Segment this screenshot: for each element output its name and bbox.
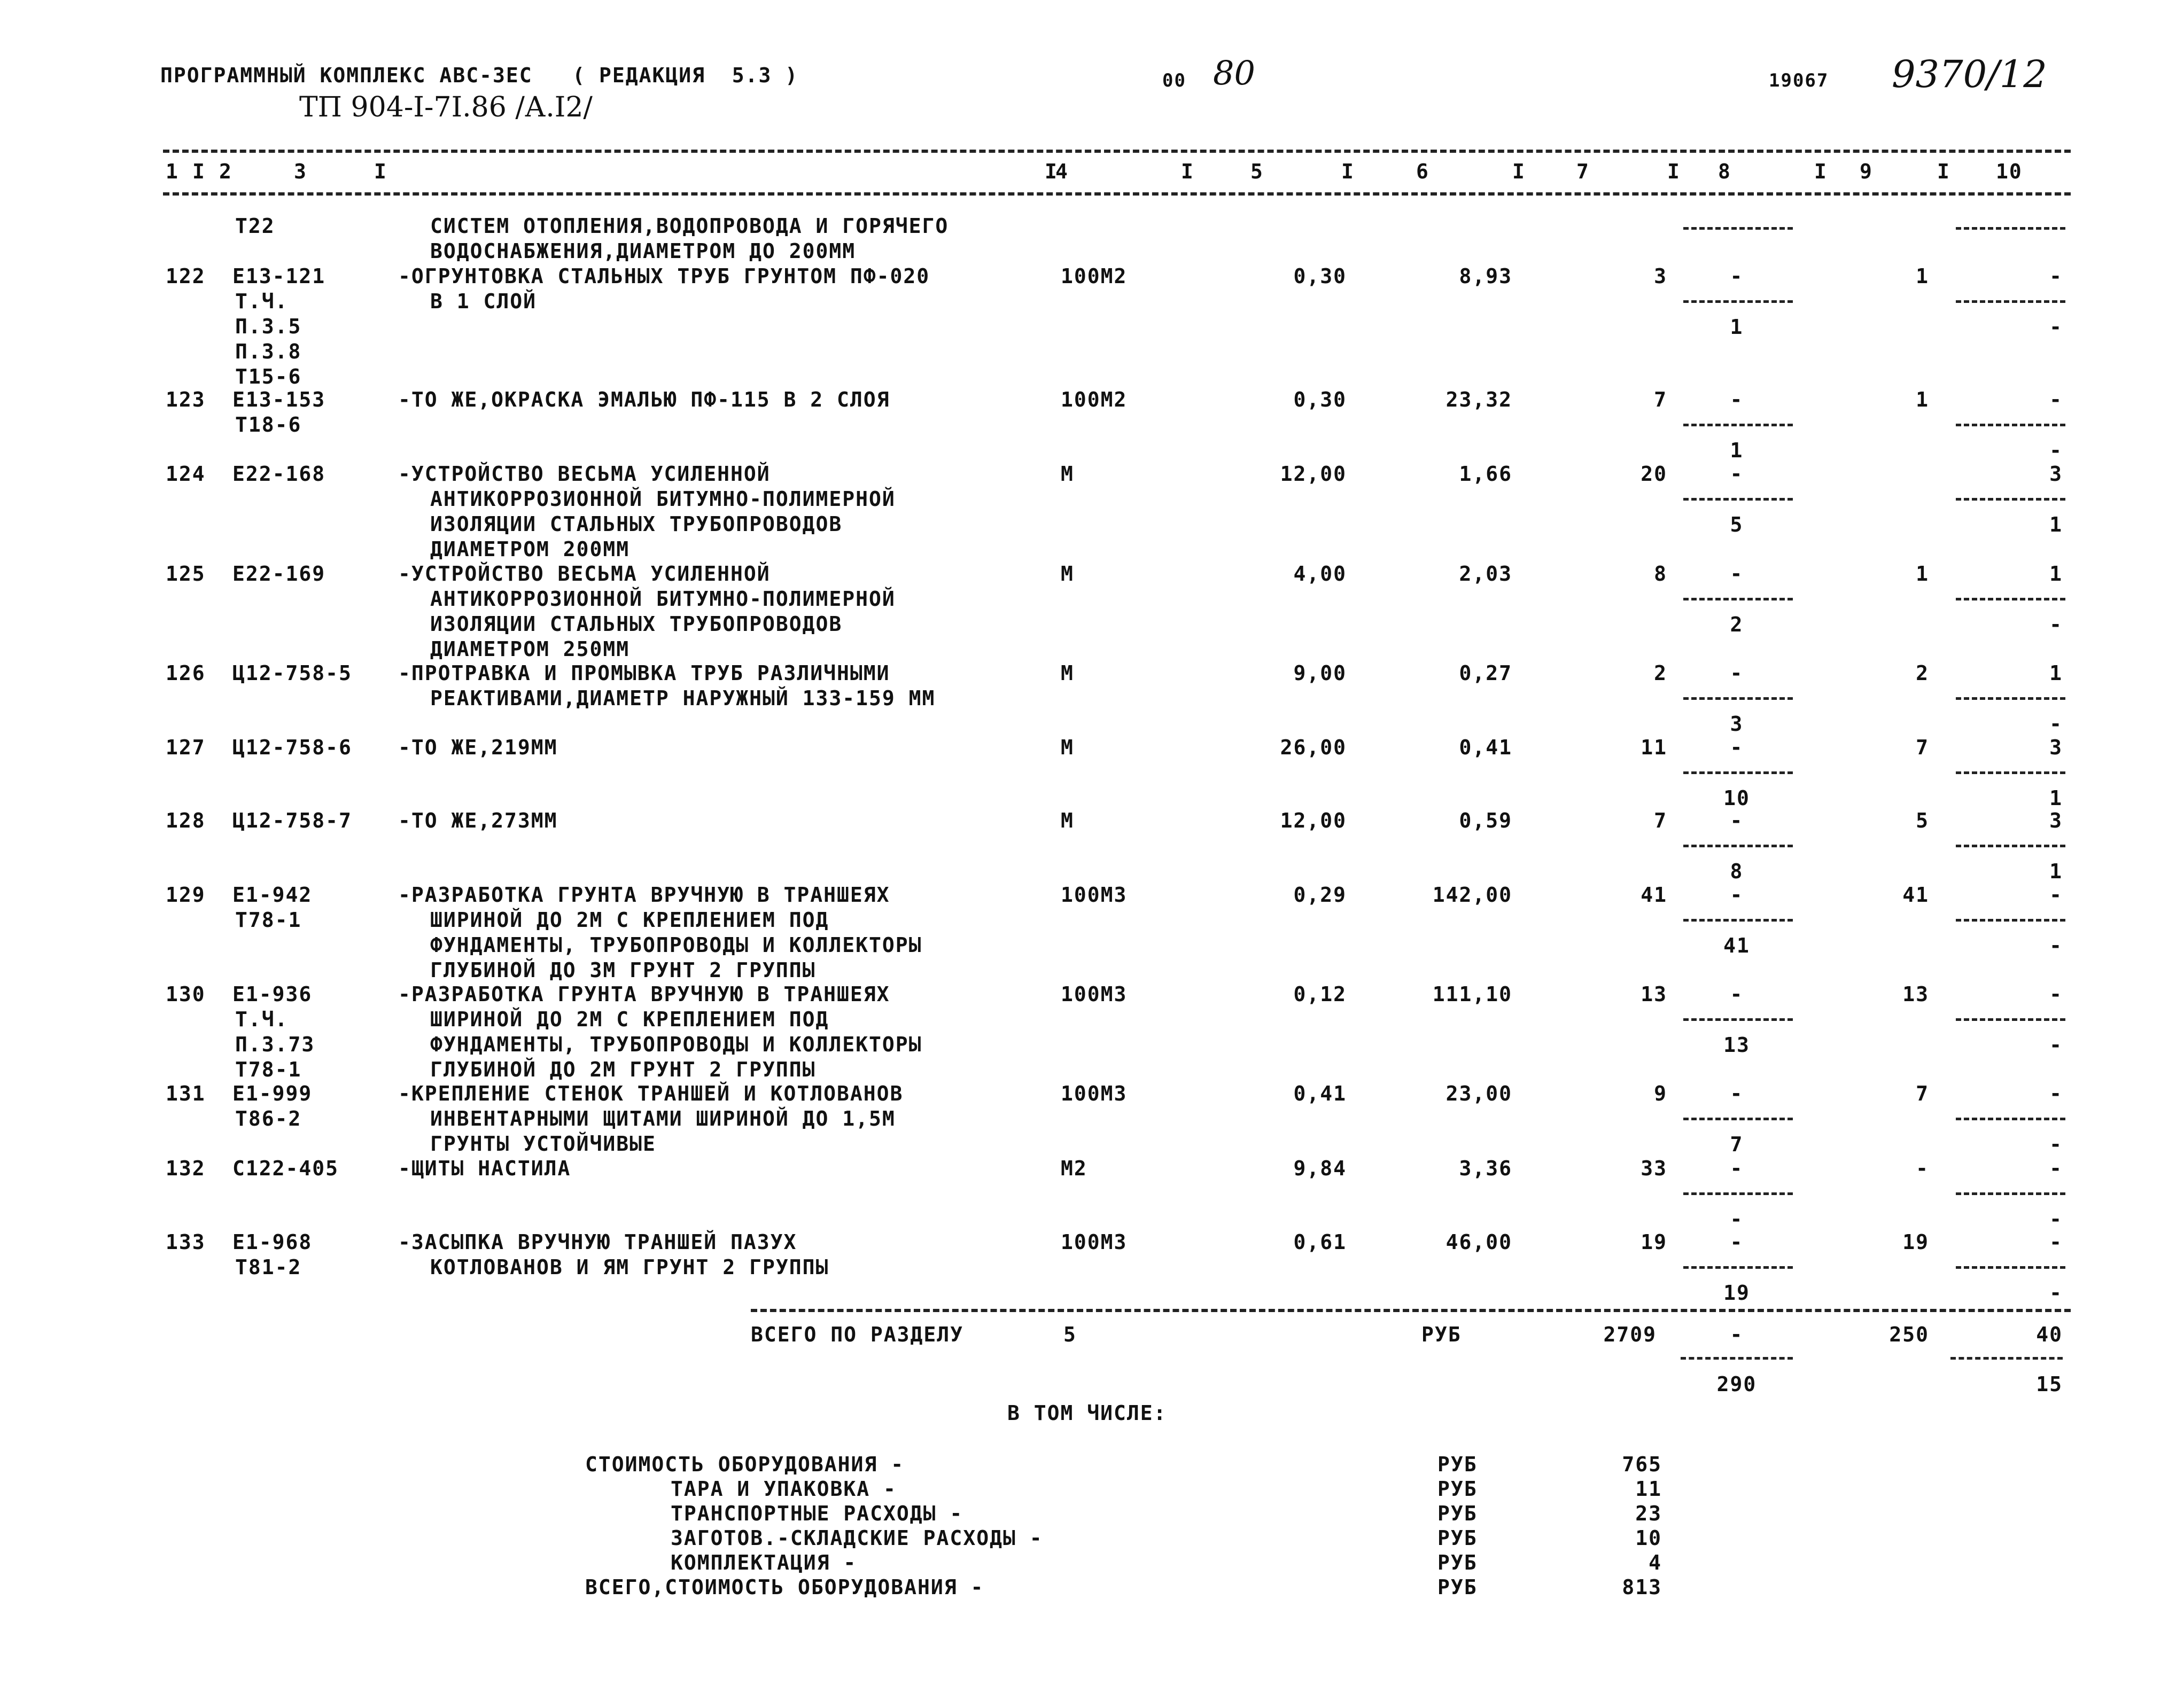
total-cost: 33: [1641, 1157, 1667, 1180]
unit-price: 2,03: [1459, 562, 1512, 586]
col10-bottom: -: [2049, 1207, 2063, 1231]
norm-code: Ц12-758-7: [232, 809, 352, 832]
unit-price: 8,93: [1459, 264, 1512, 288]
work-description: ФУНДАМЕНТЫ, ТРУБОПРОВОДЫ И КОЛЛЕКТОРЫ: [430, 1033, 922, 1056]
row-number: 123: [166, 388, 206, 411]
col8-fraction-line: [1683, 227, 1793, 230]
work-description: ИЗОЛЯЦИИ СТАЛЬНЫХ ТРУБОПРОВОДОВ: [430, 512, 843, 536]
unit-price: 111,10: [1432, 982, 1512, 1006]
unit-of-measure: 100М2: [1061, 388, 1128, 411]
col10-bottom: 1: [2049, 786, 2063, 810]
col10-fraction-line: [1956, 1266, 2065, 1269]
total-section: 5: [1063, 1323, 1077, 1346]
col8-bottom: -: [1730, 1207, 1744, 1231]
col10-fraction-line: [1956, 300, 2065, 303]
equipment-label: ТРАНСПОРТНЫЕ РАСХОДЫ -: [671, 1502, 963, 1525]
col8-fraction-line: [1683, 771, 1793, 774]
page-prefix: 00: [1162, 70, 1186, 91]
total-col8-top: -: [1730, 1323, 1744, 1346]
col10-top: -: [2049, 982, 2063, 1006]
col10-top: 1: [2049, 562, 2063, 586]
equipment-value: 10: [1635, 1526, 1662, 1550]
column-separator: I: [1937, 160, 1950, 183]
col8-fraction-line: [1683, 300, 1793, 303]
col10-fraction-line: [1956, 697, 2065, 700]
norm-code: Т78-1: [235, 908, 302, 932]
equipment-unit: РУБ: [1437, 1526, 1478, 1550]
col9-value: 7: [1916, 1082, 1929, 1105]
unit-of-measure: М: [1061, 562, 1074, 586]
column-number-4: 4: [1055, 160, 1069, 183]
col10-fraction-line: [1956, 771, 2065, 774]
equipment-value: 813: [1622, 1575, 1662, 1599]
column-number-3: 3: [294, 160, 307, 183]
header-rule: [163, 192, 2071, 196]
unit-price: 0,27: [1459, 661, 1512, 685]
equipment-label: СТОИМОСТЬ ОБОРУДОВАНИЯ -: [585, 1453, 905, 1476]
column-number-6: 6: [1416, 160, 1429, 183]
col8-bottom: 13: [1723, 1033, 1750, 1057]
equipment-label: ЗАГОТОВ.-СКЛАДСКИЕ РАСХОДЫ -: [671, 1526, 1043, 1550]
quantity: 26,00: [1280, 736, 1347, 759]
equipment-unit: РУБ: [1437, 1575, 1478, 1599]
total-cost: 7: [1654, 388, 1667, 411]
total-rule: [751, 1309, 2071, 1312]
col10-bottom: -: [2049, 1033, 2063, 1057]
equipment-label: ТАРА И УПАКОВКА -: [671, 1477, 897, 1501]
col8-fraction-line: [1683, 598, 1793, 600]
unit-of-measure: М: [1061, 809, 1074, 832]
work-description: -ЗАСЫПКА ВРУЧНУЮ ТРАНШЕЙ ПАЗУХ: [398, 1230, 797, 1254]
col8-top: -: [1730, 883, 1744, 907]
col10-fraction-line: [1956, 227, 2065, 230]
document-code: ТП 904-I-7I.86 /А.I2/: [299, 91, 593, 123]
unit-price: 3,36: [1459, 1157, 1512, 1180]
col10-top: 1: [2049, 661, 2063, 685]
col8-bottom: 41: [1723, 934, 1750, 957]
col10-bottom: 1: [2049, 860, 2063, 883]
program-header: ПРОГРАММНЫЙ КОМПЛЕКС АВС-ЗЕС ( РЕДАКЦИЯ 5.3 ): [160, 64, 799, 87]
norm-code: Т15-6: [235, 365, 302, 388]
total-col10-bottom: 15: [2036, 1372, 2063, 1396]
unit-of-measure: М: [1061, 661, 1074, 685]
norm-code: Т81-2: [235, 1255, 302, 1279]
unit-price: 1,66: [1459, 462, 1512, 486]
quantity: 12,00: [1280, 809, 1347, 832]
column-number-7: 7: [1576, 160, 1590, 183]
col8-bottom: 8: [1730, 860, 1744, 883]
quantity: 4,00: [1293, 562, 1347, 586]
unit-of-measure: 100М3: [1061, 1082, 1128, 1105]
total-cost: 41: [1641, 883, 1667, 907]
col8-top: -: [1730, 562, 1744, 586]
column-separator: I: [1814, 160, 1828, 183]
norm-code: Е22-168: [232, 462, 326, 486]
col9-value: 1: [1916, 388, 1929, 411]
equipment-unit: РУБ: [1437, 1477, 1478, 1501]
norm-code: Т78-1: [235, 1058, 302, 1081]
col9-value: 41: [1902, 883, 1929, 907]
work-description: -ТО ЖЕ,273ММ: [398, 809, 558, 832]
total-cost: 20: [1641, 462, 1667, 486]
col9-value: 2: [1916, 661, 1929, 685]
col10-top: -: [2049, 1230, 2063, 1254]
quantity: 0,41: [1293, 1082, 1347, 1105]
total-cost: 7: [1654, 809, 1667, 832]
work-description: В 1 СЛОЙ: [430, 290, 537, 313]
norm-code: Е13-153: [232, 388, 326, 411]
norm-code: П.3.8: [235, 340, 302, 363]
col10-top: -: [2049, 883, 2063, 907]
col10-top: -: [2049, 1082, 2063, 1105]
col10-fraction-line: [1956, 598, 2065, 600]
col8-top: -: [1730, 736, 1744, 759]
col10-top: -: [2049, 388, 2063, 411]
row-number: 130: [166, 982, 206, 1006]
col8-top: -: [1730, 462, 1744, 486]
norm-code: С122-405: [232, 1157, 339, 1180]
norm-code: Е1-936: [232, 982, 313, 1006]
col8-top: -: [1730, 264, 1744, 288]
including-label: В ТОМ ЧИСЛЕ:: [1007, 1401, 1167, 1425]
unit-of-measure: М: [1061, 736, 1074, 759]
norm-code: Т22: [235, 214, 275, 238]
norm-code: П.3.5: [235, 315, 302, 338]
col9-value: -: [1916, 1157, 1929, 1180]
work-description: ИНВЕНТАРНЫМИ ЩИТАМИ ШИРИНОЙ ДО 1,5М: [430, 1107, 896, 1130]
top-rule: [163, 150, 2071, 153]
work-description: ДИАМЕТРОМ 200ММ: [430, 537, 630, 561]
col10-bottom: -: [2049, 1133, 2063, 1156]
col8-top: -: [1730, 388, 1744, 411]
col10-top: -: [2049, 1157, 2063, 1180]
col9-value: 1: [1916, 264, 1929, 288]
total-label: ВСЕГО ПО РАЗДЕЛУ: [751, 1323, 964, 1346]
col10-top: 3: [2049, 462, 2063, 486]
column-separator: I: [1045, 160, 1058, 183]
col10-fraction-line: [1956, 498, 2065, 501]
work-description: АНТИКОРРОЗИОННОЙ БИТУМНО-ПОЛИМЕРНОЙ: [430, 587, 896, 611]
col10-bottom: -: [2049, 315, 2063, 339]
col10-top: 3: [2049, 809, 2063, 832]
norm-code: Т86-2: [235, 1107, 302, 1130]
row-number: 122: [166, 264, 206, 288]
col10-fraction-line: [1956, 1192, 2065, 1195]
col10-bottom: -: [2049, 1281, 2063, 1305]
norm-code: Е1-942: [232, 883, 313, 907]
column-separator: I: [1512, 160, 1526, 183]
quantity: 0,12: [1293, 982, 1347, 1006]
col8-fraction-line: [1683, 845, 1793, 847]
total-cost: 3: [1654, 264, 1667, 288]
code-number: 19067: [1769, 70, 1829, 91]
col8-bottom: 10: [1723, 786, 1750, 810]
quantity: 0,30: [1293, 264, 1347, 288]
col8-top: -: [1730, 809, 1744, 832]
row-number: 126: [166, 661, 206, 685]
total-cost: 13: [1641, 982, 1667, 1006]
col8-bottom: 5: [1730, 513, 1744, 536]
col8-top: -: [1730, 661, 1744, 685]
total-cost: 8: [1654, 562, 1667, 586]
unit-of-measure: 100М3: [1061, 982, 1128, 1006]
work-description: КОТЛОВАНОВ И ЯМ ГРУНТ 2 ГРУППЫ: [430, 1255, 829, 1279]
column-number-2: 2: [219, 160, 232, 183]
col10-bottom: -: [2049, 934, 2063, 957]
col8-fraction-line: [1683, 424, 1793, 426]
col10-fraction-line: [1956, 1018, 2065, 1021]
col8-bottom: 3: [1730, 712, 1744, 736]
total-col9: 250: [1889, 1323, 1929, 1346]
column-separator: I: [374, 160, 387, 183]
norm-code: Ц12-758-6: [232, 736, 352, 759]
col10-top: 3: [2049, 736, 2063, 759]
column-number-8: 8: [1718, 160, 1731, 183]
work-description: ИЗОЛЯЦИИ СТАЛЬНЫХ ТРУБОПРОВОДОВ: [430, 612, 843, 636]
col10-bottom: -: [2049, 712, 2063, 736]
quantity: 0,61: [1293, 1230, 1347, 1254]
work-description: ШИРИНОЙ ДО 2М С КРЕПЛЕНИЕМ ПОД: [430, 908, 829, 932]
equipment-label: КОМПЛЕКТАЦИЯ -: [671, 1551, 857, 1574]
column-separator: I: [1667, 160, 1681, 183]
column-number-9: 9: [1860, 160, 1873, 183]
work-description: -ТО ЖЕ,219ММ: [398, 736, 558, 759]
equipment-value: 4: [1649, 1551, 1662, 1574]
norm-code: Т.Ч.: [235, 290, 289, 313]
page-number: 80: [1213, 53, 1255, 92]
equipment-value: 11: [1635, 1477, 1662, 1501]
work-description: ФУНДАМЕНТЫ, ТРУБОПРОВОДЫ И КОЛЛЕКТОРЫ: [430, 933, 922, 957]
col8-bottom: 19: [1723, 1281, 1750, 1305]
work-description: -РАЗРАБОТКА ГРУНТА ВРУЧНУЮ В ТРАНШЕЯХ: [398, 883, 890, 907]
col8-fraction-line: [1683, 1192, 1793, 1195]
column-number-10: 10: [1996, 160, 2023, 183]
equipment-value: 23: [1635, 1502, 1662, 1525]
handwritten-note: 9370/12: [1892, 52, 2047, 96]
equipment-unit: РУБ: [1437, 1453, 1478, 1476]
unit-price: 23,32: [1445, 388, 1512, 411]
col8-bottom: 1: [1730, 439, 1744, 462]
col10-fraction-line: [1956, 919, 2065, 922]
total-col8-line: [1681, 1357, 1793, 1360]
total-cost: 9: [1654, 1082, 1667, 1105]
col10-fraction-line: [1956, 424, 2065, 426]
col8-fraction-line: [1683, 1266, 1793, 1269]
unit-price: 0,41: [1459, 736, 1512, 759]
quantity: 0,30: [1293, 388, 1347, 411]
total-col10-top: 40: [2036, 1323, 2063, 1346]
equipment-unit: РУБ: [1437, 1502, 1478, 1525]
col8-bottom: 1: [1730, 315, 1744, 339]
row-number: 132: [166, 1157, 206, 1180]
work-description: -ТО ЖЕ,ОКРАСКА ЭМАЛЬЮ ПФ-115 В 2 СЛОЯ: [398, 388, 890, 411]
col9-value: 5: [1916, 809, 1929, 832]
col8-fraction-line: [1683, 498, 1793, 501]
equipment-value: 765: [1622, 1453, 1662, 1476]
col10-fraction-line: [1956, 1118, 2065, 1120]
unit-price: 0,59: [1459, 809, 1512, 832]
total-unit: РУБ: [1421, 1323, 1462, 1346]
work-description: АНТИКОРРОЗИОННОЙ БИТУМНО-ПОЛИМЕРНОЙ: [430, 487, 896, 511]
col9-value: 19: [1902, 1230, 1929, 1254]
total-cost: 19: [1641, 1230, 1667, 1254]
work-description: ГРУНТЫ УСТОЙЧИВЫЕ: [430, 1132, 656, 1156]
row-number: 124: [166, 462, 206, 486]
col8-bottom: 7: [1730, 1133, 1744, 1156]
column-number-5: 5: [1250, 160, 1264, 183]
work-description: -КРЕПЛЕНИЕ СТЕНОК ТРАНШЕЙ И КОТЛОВАНОВ: [398, 1082, 904, 1105]
row-number: 125: [166, 562, 206, 586]
equipment-unit: РУБ: [1437, 1551, 1478, 1574]
norm-code: Е22-169: [232, 562, 326, 586]
work-description: -ОГРУНТОВКА СТАЛЬНЫХ ТРУБ ГРУНТОМ ПФ-020: [398, 264, 930, 288]
quantity: 9,00: [1293, 661, 1347, 685]
unit-price: 142,00: [1432, 883, 1512, 907]
total-col8-bottom: 290: [1716, 1372, 1757, 1396]
quantity: 0,29: [1293, 883, 1347, 907]
work-description: -УСТРОЙСТВО ВЕСЬМА УСИЛЕННОЙ: [398, 562, 771, 586]
row-number: 131: [166, 1082, 206, 1105]
work-description: ГЛУБИНОЙ ДО 3М ГРУНТ 2 ГРУППЫ: [430, 958, 816, 982]
quantity: 9,84: [1293, 1157, 1347, 1180]
work-description: -УСТРОЙСТВО ВЕСЬМА УСИЛЕННОЙ: [398, 462, 771, 486]
norm-code: Ц12-758-5: [232, 661, 352, 685]
col8-bottom: 2: [1730, 613, 1744, 636]
work-description: -РАЗРАБОТКА ГРУНТА ВРУЧНУЮ В ТРАНШЕЯХ: [398, 982, 890, 1006]
col10-bottom: 1: [2049, 513, 2063, 536]
norm-code: Е1-999: [232, 1082, 313, 1105]
norm-code: Т18-6: [235, 413, 302, 436]
work-description: ДИАМЕТРОМ 250ММ: [430, 637, 630, 661]
col8-top: -: [1730, 1157, 1744, 1180]
col10-top: -: [2049, 264, 2063, 288]
col8-fraction-line: [1683, 1018, 1793, 1021]
col8-top: -: [1730, 1082, 1744, 1105]
row-number: 127: [166, 736, 206, 759]
col10-fraction-line: [1956, 845, 2065, 847]
row-number: 128: [166, 809, 206, 832]
unit-of-measure: 100М2: [1061, 264, 1128, 288]
col8-top: -: [1730, 1230, 1744, 1254]
equipment-label: ВСЕГО,СТОИМОСТЬ ОБОРУДОВАНИЯ -: [585, 1575, 984, 1599]
col8-fraction-line: [1683, 1118, 1793, 1120]
norm-code: Е13-121: [232, 264, 326, 288]
unit-price: 23,00: [1445, 1082, 1512, 1105]
row-number: 129: [166, 883, 206, 907]
work-description: ГЛУБИНОЙ ДО 2М ГРУНТ 2 ГРУППЫ: [430, 1058, 816, 1081]
unit-of-measure: 100М3: [1061, 883, 1128, 907]
col9-value: 7: [1916, 736, 1929, 759]
total-cost: 11: [1641, 736, 1667, 759]
unit-of-measure: М2: [1061, 1157, 1087, 1180]
work-description: ВОДОСНАБЖЕНИЯ,ДИАМЕТРОМ ДО 200ММ: [430, 239, 856, 263]
work-description: ШИРИНОЙ ДО 2М С КРЕПЛЕНИЕМ ПОД: [430, 1008, 829, 1031]
norm-code: Е1-968: [232, 1230, 313, 1254]
unit-price: 46,00: [1445, 1230, 1512, 1254]
col9-value: 1: [1916, 562, 1929, 586]
column-separator: I: [192, 160, 206, 183]
col10-bottom: -: [2049, 613, 2063, 636]
work-description: -ЩИТЫ НАСТИЛА: [398, 1157, 571, 1180]
total-col7: 2709: [1603, 1323, 1657, 1346]
total-cost: 2: [1654, 661, 1667, 685]
row-number: 133: [166, 1230, 206, 1254]
norm-code: Т.Ч.: [235, 1008, 289, 1031]
total-col10-line: [1950, 1357, 2063, 1360]
column-separator: I: [1341, 160, 1355, 183]
col8-fraction-line: [1683, 697, 1793, 700]
col10-bottom: -: [2049, 439, 2063, 462]
col8-fraction-line: [1683, 919, 1793, 922]
work-description: РЕАКТИВАМИ,ДИАМЕТР НАРУЖНЫЙ 133-159 ММ: [430, 686, 936, 710]
col8-top: -: [1730, 982, 1744, 1006]
column-separator: I: [1181, 160, 1194, 183]
unit-of-measure: 100М3: [1061, 1230, 1128, 1254]
col9-value: 13: [1902, 982, 1929, 1006]
quantity: 12,00: [1280, 462, 1347, 486]
work-description: -ПРОТРАВКА И ПРОМЫВКА ТРУБ РАЗЛИЧНЫМИ: [398, 661, 890, 685]
unit-of-measure: М: [1061, 462, 1074, 486]
column-number-1: 1: [166, 160, 179, 183]
norm-code: П.3.73: [235, 1033, 315, 1056]
work-description: СИСТЕМ ОТОПЛЕНИЯ,ВОДОПРОВОДА И ГОРЯЧЕГО: [430, 214, 949, 238]
